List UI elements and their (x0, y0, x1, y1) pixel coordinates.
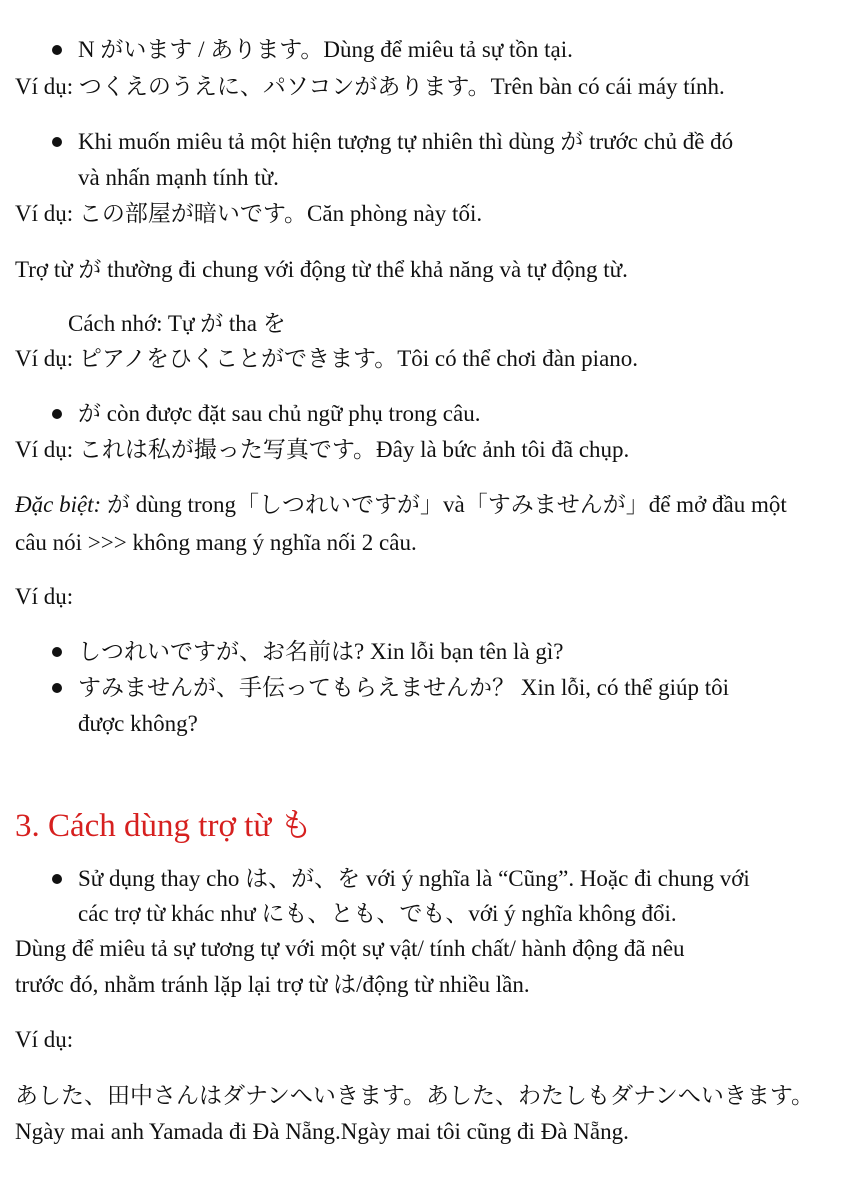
example-photo: Ví dụ: これは私が撮った写真です。Đây là bức ảnh tôi đã chụp. (15, 437, 630, 462)
example-computer: Ví dụ: つくえのうえに、パソコンがあります。Trên bàn có cái máy tính. (15, 74, 725, 99)
bullet-dot (52, 45, 62, 55)
bullet-mo-usage-line2: các trợ từ khác như にも、とも、でも、với ý nghĩa không đổi. (78, 901, 677, 926)
bullet-dot (52, 409, 62, 419)
bullet-existence: N がいます / あります。Dùng để miêu tả sự tồn tại. (78, 37, 573, 62)
bullet-sub-subject: が còn được đặt sau chủ ngữ phụ trong câu. (78, 401, 481, 426)
example-dark-room: Ví dụ: この部屋が暗いです。Căn phòng này tối. (15, 201, 483, 226)
bullet-dot (52, 874, 62, 884)
paragraph-potential-verbs: Trợ từ が thường đi chung với động từ thể khả năng và tự động từ. (15, 257, 628, 282)
example-danang-japanese: あした、田中さんはダナンへいきます。あした、わたしもダナンへいきます。 (15, 1083, 815, 1108)
bullet-mo-usage-line1: Sử dụng thay cho は、が、を với ý nghĩa là “Cũng”. Hoặc đi chung với (78, 866, 750, 891)
special-note-line2: câu nói >>> không mang ý nghĩa nối 2 câu. (15, 530, 417, 555)
bullet-natural-phenomenon-line2: và nhấn mạnh tính từ. (78, 165, 279, 190)
example-piano: Ví dụ: ピアノをひくことができます。Tôi có thể chơi đàn piano. (15, 346, 639, 371)
bullet-dot (52, 647, 62, 657)
section-heading: 3. Cách dùng trợ từ も (15, 808, 313, 844)
special-label: Đặc biệt: (15, 492, 102, 517)
memory-tip: Cách nhớ: Tự が tha を (68, 311, 286, 336)
special-text: が dùng trong「しつれいですが」và「すみませんが」để mở đầu một (106, 492, 787, 517)
example-label: Ví dụ: (15, 1027, 74, 1052)
bullet-sumimasen-line2: được không? (78, 711, 198, 736)
example-label: Ví dụ: (15, 584, 74, 609)
paragraph-similarity-line1: Dùng để miêu tả sự tương tự với một sự vật/ tính chất/ hành động đã nêu (15, 936, 685, 961)
bullet-sumimasen-line1: すみませんが、手伝ってもらえませんか？ Xin lỗi, có thể giúp tôi (78, 675, 730, 700)
special-note-line1 (15, 490, 787, 520)
example-danang-vietnamese: Ngày mai anh Yamada đi Đà Nẵng.Ngày mai tôi cũng đi Đà Nẵng. (15, 1119, 629, 1144)
bullet-shitsurei: しつれいですが、お名前は? Xin lỗi bạn tên là gì? (78, 639, 564, 664)
paragraph-similarity-line2: trước đó, nhằm tránh lặp lại trợ từ は/động từ nhiều lần. (15, 972, 530, 997)
bullet-dot (52, 137, 62, 147)
bullet-dot (52, 683, 62, 693)
bullet-natural-phenomenon-line1: Khi muốn miêu tả một hiện tượng tự nhiên thì dùng が trước chủ đề đó (78, 129, 734, 154)
